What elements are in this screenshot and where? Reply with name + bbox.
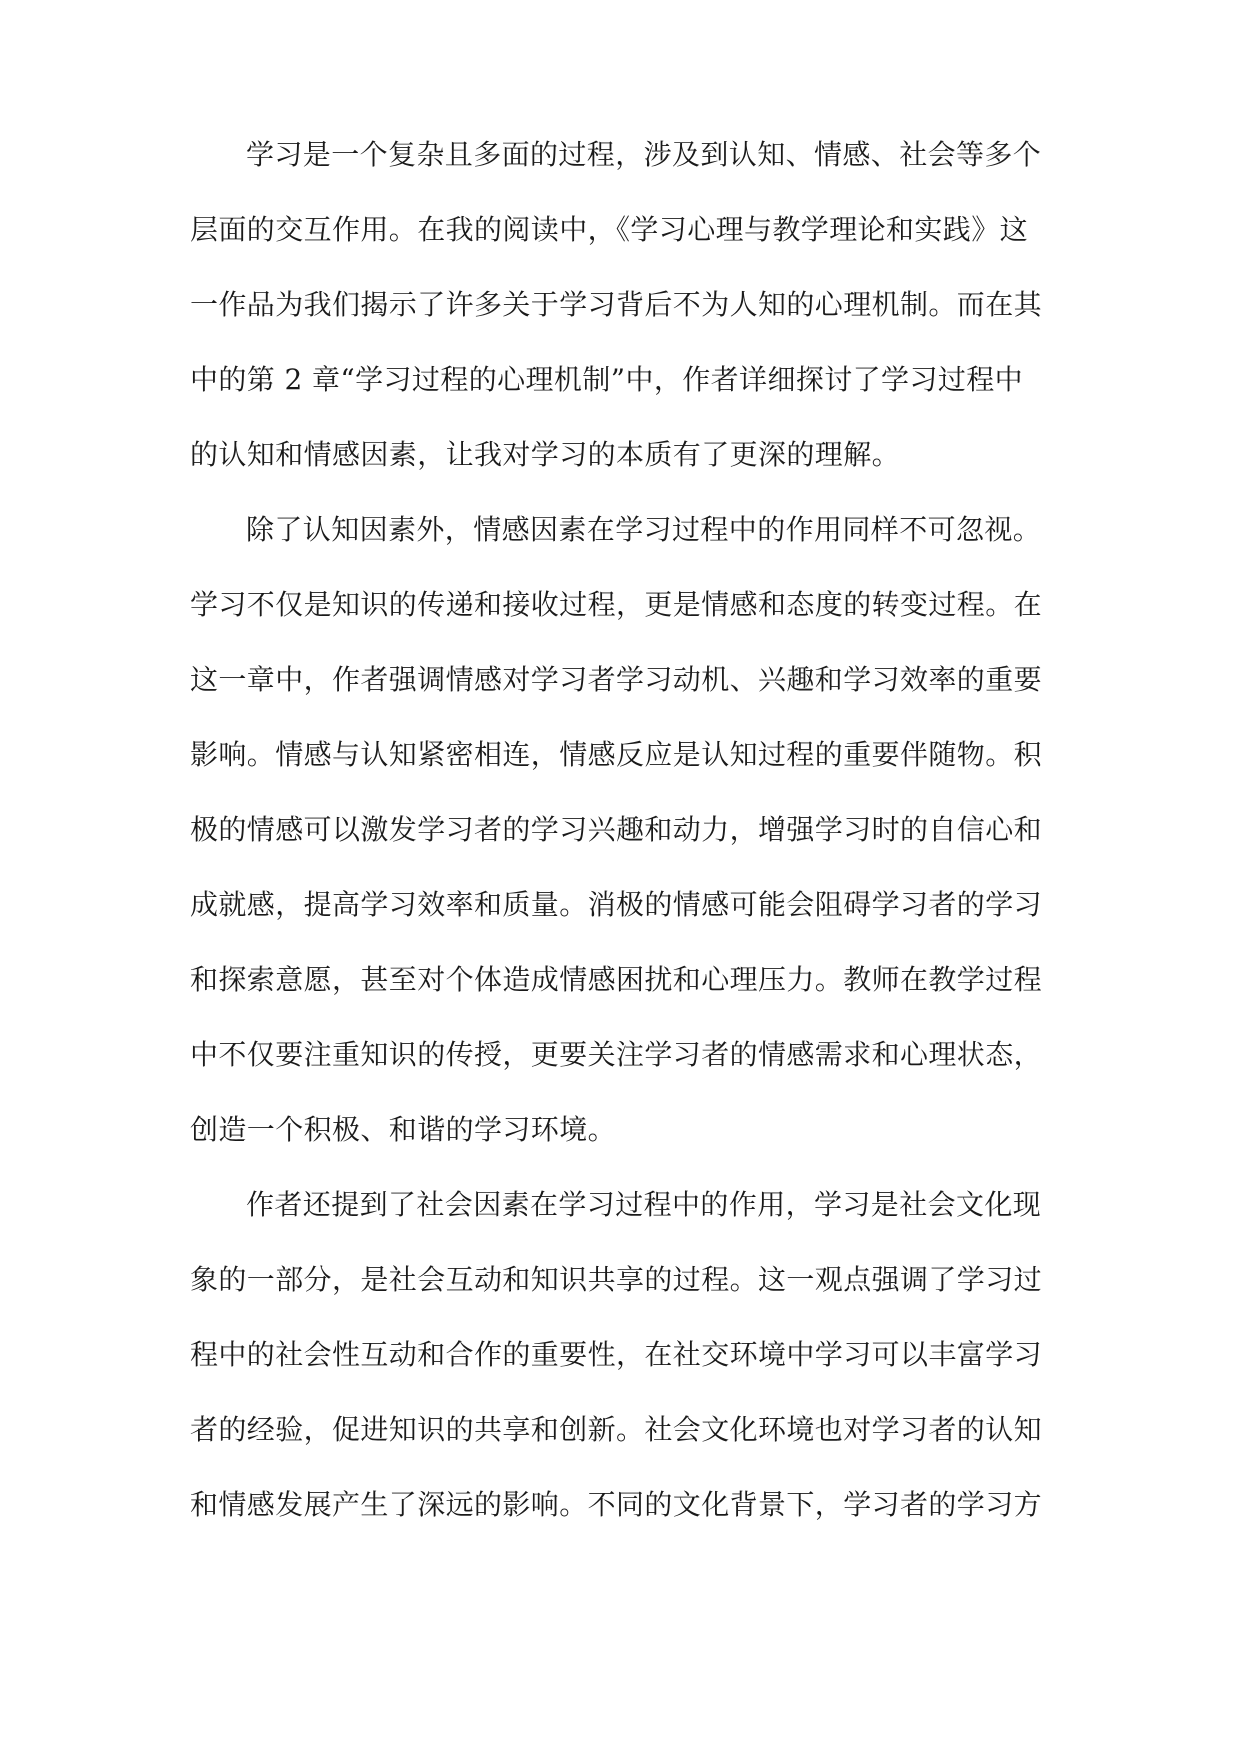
text-line: 影响。情感与认知紧密相连，情感反应是认知过程的重要伴随物。积 bbox=[190, 738, 1043, 771]
text-line: 和情感发展产生了深远的影响。不同的文化背景下，学习者的学习方 bbox=[190, 1488, 1043, 1521]
text-line: 象的一部分，是社会互动和知识共享的过程。这一观点强调了学习过 bbox=[190, 1263, 1043, 1296]
text-line: 学习不仅是知识的传递和接收过程，更是情感和态度的转变过程。在 bbox=[190, 588, 1043, 621]
text-line: 这一章中，作者强调情感对学习者学习动机、兴趣和学习效率的重要 bbox=[190, 663, 1043, 696]
text-line: 作者还提到了社会因素在学习过程中的作用，学习是社会文化现 bbox=[246, 1188, 1042, 1221]
text-line: 者的经验，促进知识的共享和创新。社会文化环境也对学习者的认知 bbox=[190, 1413, 1043, 1446]
text-line: 中不仅要注重知识的传授，更要关注学习者的情感需求和心理状态， bbox=[190, 1038, 1043, 1071]
text-line: 和探索意愿，甚至对个体造成情感困扰和心理压力。教师在教学过程 bbox=[190, 963, 1043, 996]
text-line: 程中的社会性互动和合作的重要性，在社交环境中学习可以丰富学习 bbox=[190, 1338, 1043, 1371]
text-line: 的认知和情感因素，让我对学习的本质有了更深的理解。 bbox=[190, 438, 901, 471]
text-line: 除了认知因素外，情感因素在学习过程中的作用同样不可忽视。 bbox=[246, 513, 1042, 546]
text-line: 极的情感可以激发学习者的学习兴趣和动力，增强学习时的自信心和 bbox=[190, 813, 1043, 846]
text-line: 层面的交互作用。在我的阅读中，《学习心理与教学理论和实践》这 bbox=[190, 213, 1029, 246]
text-line: 创造一个积极、和谐的学习环境。 bbox=[190, 1113, 617, 1146]
text-line: 学习是一个复杂且多面的过程，涉及到认知、情感、社会等多个 bbox=[246, 138, 1042, 171]
text-line: 中的第 2 章“学习过程的心理机制”中，作者详细探讨了学习过程中 bbox=[190, 363, 1024, 396]
text-line: 成就感，提高学习效率和质量。消极的情感可能会阻碍学习者的学习 bbox=[190, 888, 1043, 921]
text-line: 一作品为我们揭示了许多关于学习背后不为人知的心理机制。而在其 bbox=[190, 288, 1043, 321]
